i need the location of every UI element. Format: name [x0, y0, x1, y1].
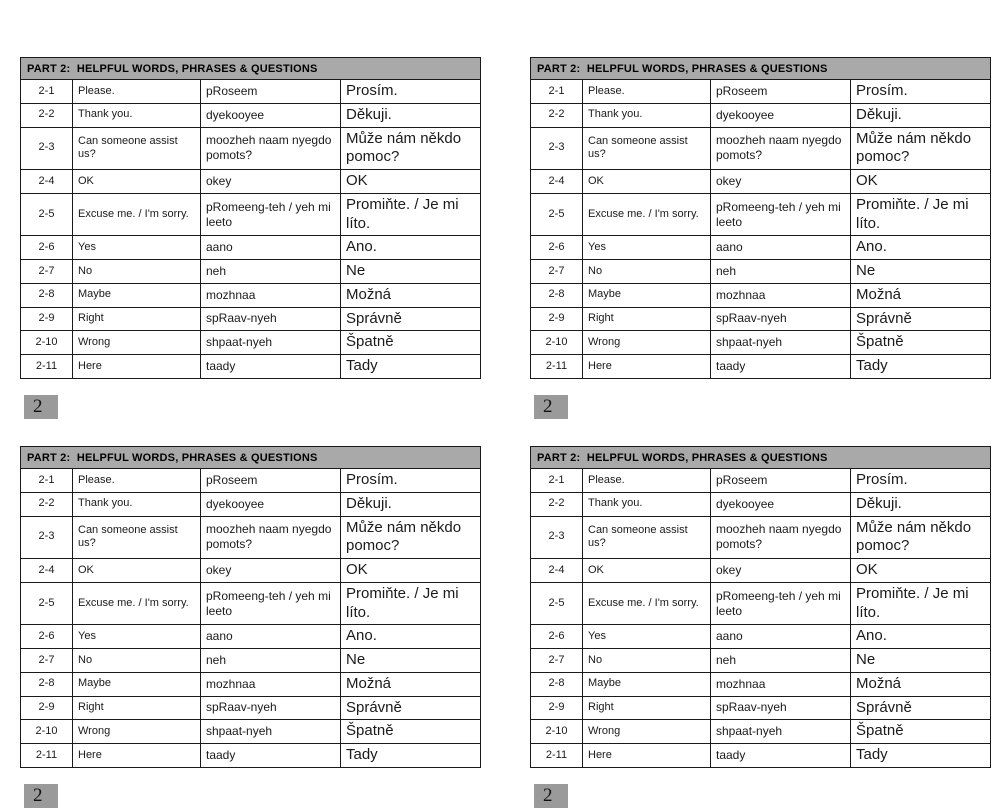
pronunciation: shpaat-nyeh [201, 720, 341, 744]
table-row [21, 80, 481, 104]
czech-phrase: Možná [341, 672, 481, 696]
czech-phrase: Prosím. [851, 80, 991, 104]
czech-phrase: Správně [341, 307, 481, 331]
pronunciation: taady [201, 744, 341, 768]
czech-phrase: Může nám někdo pomoc? [341, 127, 481, 170]
table-row [21, 260, 481, 284]
row-id: 2-1 [21, 80, 73, 104]
table-row [531, 672, 991, 696]
czech-phrase: Špatně [341, 720, 481, 744]
pronunciation: okey [201, 559, 341, 583]
row-id: 2-9 [21, 696, 73, 720]
czech-phrase: Může nám někdo pomoc? [851, 516, 991, 559]
english-phrase: Here [73, 355, 201, 379]
page-number-badge: 2 [24, 784, 58, 808]
row-id: 2-6 [21, 236, 73, 260]
pronunciation: taady [711, 355, 851, 379]
page-number-badge: 2 [24, 395, 58, 419]
table-row [531, 582, 991, 625]
pronunciation: pRomeeng-teh / yeh mi leeto [201, 193, 341, 236]
english-phrase: Right [583, 696, 711, 720]
row-id: 2-5 [531, 193, 583, 236]
pronunciation: moozheh naam nyegdo pomots? [201, 127, 341, 170]
table-row [531, 80, 991, 104]
row-id: 2-1 [531, 80, 583, 104]
english-phrase: Wrong [73, 331, 201, 355]
row-id: 2-2 [21, 492, 73, 516]
row-id: 2-8 [531, 283, 583, 307]
row-id: 2-3 [531, 516, 583, 559]
row-id: 2-8 [21, 283, 73, 307]
row-id: 2-3 [531, 127, 583, 170]
english-phrase: Can someone assist us? [583, 516, 711, 559]
table-row [21, 331, 481, 355]
phrasebook-page-bottom-left [20, 446, 480, 808]
pronunciation: spRaav-nyeh [201, 696, 341, 720]
czech-phrase: Správně [851, 307, 991, 331]
row-id: 2-6 [531, 625, 583, 649]
row-id: 2-8 [21, 672, 73, 696]
czech-phrase: Ne [341, 260, 481, 284]
row-id: 2-2 [531, 103, 583, 127]
pronunciation: moozheh naam nyegdo pomots? [711, 516, 851, 559]
table-row [531, 127, 991, 170]
phrase-table [530, 57, 991, 379]
table-row [531, 720, 991, 744]
phrasebook-page-bottom-right [530, 446, 990, 808]
table-row [21, 469, 481, 493]
english-phrase: Yes [583, 625, 711, 649]
table-row [21, 559, 481, 583]
row-id: 2-1 [531, 469, 583, 493]
pronunciation: mozhnaa [711, 283, 851, 307]
row-id: 2-9 [531, 696, 583, 720]
pronunciation: spRaav-nyeh [711, 307, 851, 331]
table-row [531, 696, 991, 720]
row-id: 2-7 [21, 260, 73, 284]
english-phrase: Right [73, 696, 201, 720]
english-phrase: OK [73, 559, 201, 583]
pronunciation: pRoseem [711, 469, 851, 493]
english-phrase: Excuse me. / I'm sorry. [583, 193, 711, 236]
english-phrase: Wrong [583, 331, 711, 355]
english-phrase: Can someone assist us? [73, 127, 201, 170]
english-phrase: Maybe [73, 283, 201, 307]
czech-phrase: Tady [851, 744, 991, 768]
english-phrase: Thank you. [583, 492, 711, 516]
table-row [21, 283, 481, 307]
czech-phrase: Děkuji. [341, 103, 481, 127]
pronunciation: shpaat-nyeh [711, 331, 851, 355]
english-phrase: Yes [583, 236, 711, 260]
czech-phrase: OK [851, 170, 991, 194]
pronunciation: taady [711, 744, 851, 768]
table-row [531, 170, 991, 194]
czech-phrase: Tady [851, 355, 991, 379]
row-id: 2-3 [21, 516, 73, 559]
english-phrase: Wrong [583, 720, 711, 744]
english-phrase: Yes [73, 236, 201, 260]
english-phrase: OK [73, 170, 201, 194]
czech-phrase: Promiňte. / Je mi líto. [341, 582, 481, 625]
table-row [531, 236, 991, 260]
pronunciation: aano [711, 625, 851, 649]
english-phrase: No [583, 649, 711, 673]
english-phrase: Please. [583, 469, 711, 493]
pronunciation: spRaav-nyeh [711, 696, 851, 720]
english-phrase: Maybe [583, 672, 711, 696]
english-phrase: Wrong [73, 720, 201, 744]
table-row [21, 744, 481, 768]
czech-phrase: Ano. [341, 625, 481, 649]
czech-phrase: Špatně [851, 331, 991, 355]
row-id: 2-10 [21, 720, 73, 744]
table-header-row [21, 447, 481, 469]
row-id: 2-5 [21, 582, 73, 625]
pronunciation: pRoseem [201, 80, 341, 104]
pronunciation: dyekooyee [711, 103, 851, 127]
row-id: 2-4 [531, 170, 583, 194]
phrase-table [20, 446, 481, 768]
english-phrase: Excuse me. / I'm sorry. [73, 582, 201, 625]
row-id: 2-5 [21, 193, 73, 236]
table-row [531, 559, 991, 583]
english-phrase: Please. [583, 80, 711, 104]
czech-phrase: Promiňte. / Je mi líto. [341, 193, 481, 236]
czech-phrase: Špatně [341, 331, 481, 355]
table-row [531, 469, 991, 493]
english-phrase: Yes [73, 625, 201, 649]
english-phrase: Maybe [583, 283, 711, 307]
table-body [21, 80, 481, 379]
english-phrase: Thank you. [583, 103, 711, 127]
pronunciation: pRoseem [711, 80, 851, 104]
table-row [531, 260, 991, 284]
czech-phrase: Prosím. [851, 469, 991, 493]
czech-phrase: Ano. [851, 625, 991, 649]
czech-phrase: Možná [341, 283, 481, 307]
czech-phrase: Možná [851, 283, 991, 307]
row-id: 2-4 [21, 559, 73, 583]
pronunciation: shpaat-nyeh [711, 720, 851, 744]
pronunciation: shpaat-nyeh [201, 331, 341, 355]
czech-phrase: Prosím. [341, 80, 481, 104]
row-id: 2-9 [21, 307, 73, 331]
row-id: 2-7 [21, 649, 73, 673]
row-id: 2-5 [531, 582, 583, 625]
row-id: 2-11 [531, 744, 583, 768]
table-row [21, 492, 481, 516]
row-id: 2-6 [531, 236, 583, 260]
pronunciation: taady [201, 355, 341, 379]
english-phrase: Here [583, 355, 711, 379]
pronunciation: aano [201, 236, 341, 260]
row-id: 2-7 [531, 649, 583, 673]
english-phrase: Excuse me. / I'm sorry. [583, 582, 711, 625]
pronunciation: mozhnaa [201, 672, 341, 696]
table-row [21, 307, 481, 331]
table-row [531, 625, 991, 649]
row-id: 2-11 [531, 355, 583, 379]
czech-phrase: Děkuji. [851, 492, 991, 516]
czech-phrase: Může nám někdo pomoc? [851, 127, 991, 170]
pronunciation: mozhnaa [711, 672, 851, 696]
table-row [21, 355, 481, 379]
pronunciation: okey [711, 170, 851, 194]
czech-phrase: Ne [851, 649, 991, 673]
page-number-badge: 2 [534, 395, 568, 419]
table-row [21, 649, 481, 673]
english-phrase: Please. [73, 80, 201, 104]
czech-phrase: Děkuji. [851, 103, 991, 127]
table-row [21, 720, 481, 744]
row-id: 2-9 [531, 307, 583, 331]
row-id: 2-2 [21, 103, 73, 127]
row-id: 2-10 [531, 331, 583, 355]
row-id: 2-4 [531, 559, 583, 583]
table-row [21, 625, 481, 649]
table-row [21, 103, 481, 127]
table-body [21, 469, 481, 768]
pronunciation: neh [201, 649, 341, 673]
english-phrase: Thank you. [73, 492, 201, 516]
pronunciation: aano [201, 625, 341, 649]
table-row [531, 331, 991, 355]
pronunciation: dyekooyee [201, 492, 341, 516]
table-row [21, 516, 481, 559]
row-id: 2-11 [21, 744, 73, 768]
english-phrase: No [583, 260, 711, 284]
table-row [531, 103, 991, 127]
czech-phrase: Tady [341, 355, 481, 379]
czech-phrase: Děkuji. [341, 492, 481, 516]
czech-phrase: OK [341, 559, 481, 583]
table-row [21, 236, 481, 260]
english-phrase: Maybe [73, 672, 201, 696]
pronunciation: pRomeeng-teh / yeh mi leeto [201, 582, 341, 625]
table-title: PART 2: HELPFUL WORDS, PHRASES & QUESTIONS [531, 58, 991, 80]
table-body [531, 80, 991, 379]
phrase-table [530, 446, 991, 768]
pronunciation: dyekooyee [711, 492, 851, 516]
czech-phrase: Promiňte. / Je mi líto. [851, 193, 991, 236]
czech-phrase: Správně [341, 696, 481, 720]
czech-phrase: Ne [851, 260, 991, 284]
english-phrase: OK [583, 559, 711, 583]
pronunciation: pRoseem [201, 469, 341, 493]
pronunciation: neh [201, 260, 341, 284]
table-row [531, 283, 991, 307]
table-row [531, 744, 991, 768]
pronunciation: moozheh naam nyegdo pomots? [711, 127, 851, 170]
czech-phrase: OK [341, 170, 481, 194]
english-phrase: OK [583, 170, 711, 194]
table-row [21, 127, 481, 170]
english-phrase: Thank you. [73, 103, 201, 127]
row-id: 2-6 [21, 625, 73, 649]
english-phrase: No [73, 649, 201, 673]
table-row [531, 355, 991, 379]
czech-phrase: Ne [341, 649, 481, 673]
table-row [531, 307, 991, 331]
row-id: 2-7 [531, 260, 583, 284]
czech-phrase: Špatně [851, 720, 991, 744]
czech-phrase: Možná [851, 672, 991, 696]
table-title: PART 2: HELPFUL WORDS, PHRASES & QUESTIONS [21, 58, 481, 80]
table-row [531, 193, 991, 236]
czech-phrase: Může nám někdo pomoc? [341, 516, 481, 559]
phrasebook-page-top-right [530, 57, 990, 419]
pronunciation: pRomeeng-teh / yeh mi leeto [711, 582, 851, 625]
table-row [531, 492, 991, 516]
czech-phrase: Správně [851, 696, 991, 720]
english-phrase: Here [583, 744, 711, 768]
row-id: 2-3 [21, 127, 73, 170]
pronunciation: neh [711, 260, 851, 284]
table-row [21, 696, 481, 720]
row-id: 2-10 [21, 331, 73, 355]
czech-phrase: Promiňte. / Je mi líto. [851, 582, 991, 625]
english-phrase: No [73, 260, 201, 284]
czech-phrase: OK [851, 559, 991, 583]
table-row [21, 582, 481, 625]
czech-phrase: Ano. [851, 236, 991, 260]
table-row [21, 193, 481, 236]
english-phrase: Can someone assist us? [73, 516, 201, 559]
row-id: 2-10 [531, 720, 583, 744]
page-number-badge: 2 [534, 784, 568, 808]
pronunciation: okey [201, 170, 341, 194]
table-row [531, 649, 991, 673]
row-id: 2-8 [531, 672, 583, 696]
english-phrase: Right [73, 307, 201, 331]
english-phrase: Here [73, 744, 201, 768]
table-row [531, 516, 991, 559]
row-id: 2-1 [21, 469, 73, 493]
phrase-table [20, 57, 481, 379]
table-header-row [531, 58, 991, 80]
table-row [21, 170, 481, 194]
pronunciation: okey [711, 559, 851, 583]
table-header-row [21, 58, 481, 80]
table-header-row [531, 447, 991, 469]
phrasebook-page-top-left [20, 57, 480, 419]
table-row [21, 672, 481, 696]
english-phrase: Right [583, 307, 711, 331]
pronunciation: aano [711, 236, 851, 260]
table-body [531, 469, 991, 768]
czech-phrase: Prosím. [341, 469, 481, 493]
english-phrase: Excuse me. / I'm sorry. [73, 193, 201, 236]
row-id: 2-2 [531, 492, 583, 516]
row-id: 2-11 [21, 355, 73, 379]
english-phrase: Please. [73, 469, 201, 493]
pronunciation: spRaav-nyeh [201, 307, 341, 331]
czech-phrase: Ano. [341, 236, 481, 260]
table-title: PART 2: HELPFUL WORDS, PHRASES & QUESTIONS [531, 447, 991, 469]
pronunciation: pRomeeng-teh / yeh mi leeto [711, 193, 851, 236]
czech-phrase: Tady [341, 744, 481, 768]
pronunciation: neh [711, 649, 851, 673]
pronunciation: moozheh naam nyegdo pomots? [201, 516, 341, 559]
pronunciation: mozhnaa [201, 283, 341, 307]
table-title: PART 2: HELPFUL WORDS, PHRASES & QUESTIONS [21, 447, 481, 469]
english-phrase: Can someone assist us? [583, 127, 711, 170]
pronunciation: dyekooyee [201, 103, 341, 127]
row-id: 2-4 [21, 170, 73, 194]
